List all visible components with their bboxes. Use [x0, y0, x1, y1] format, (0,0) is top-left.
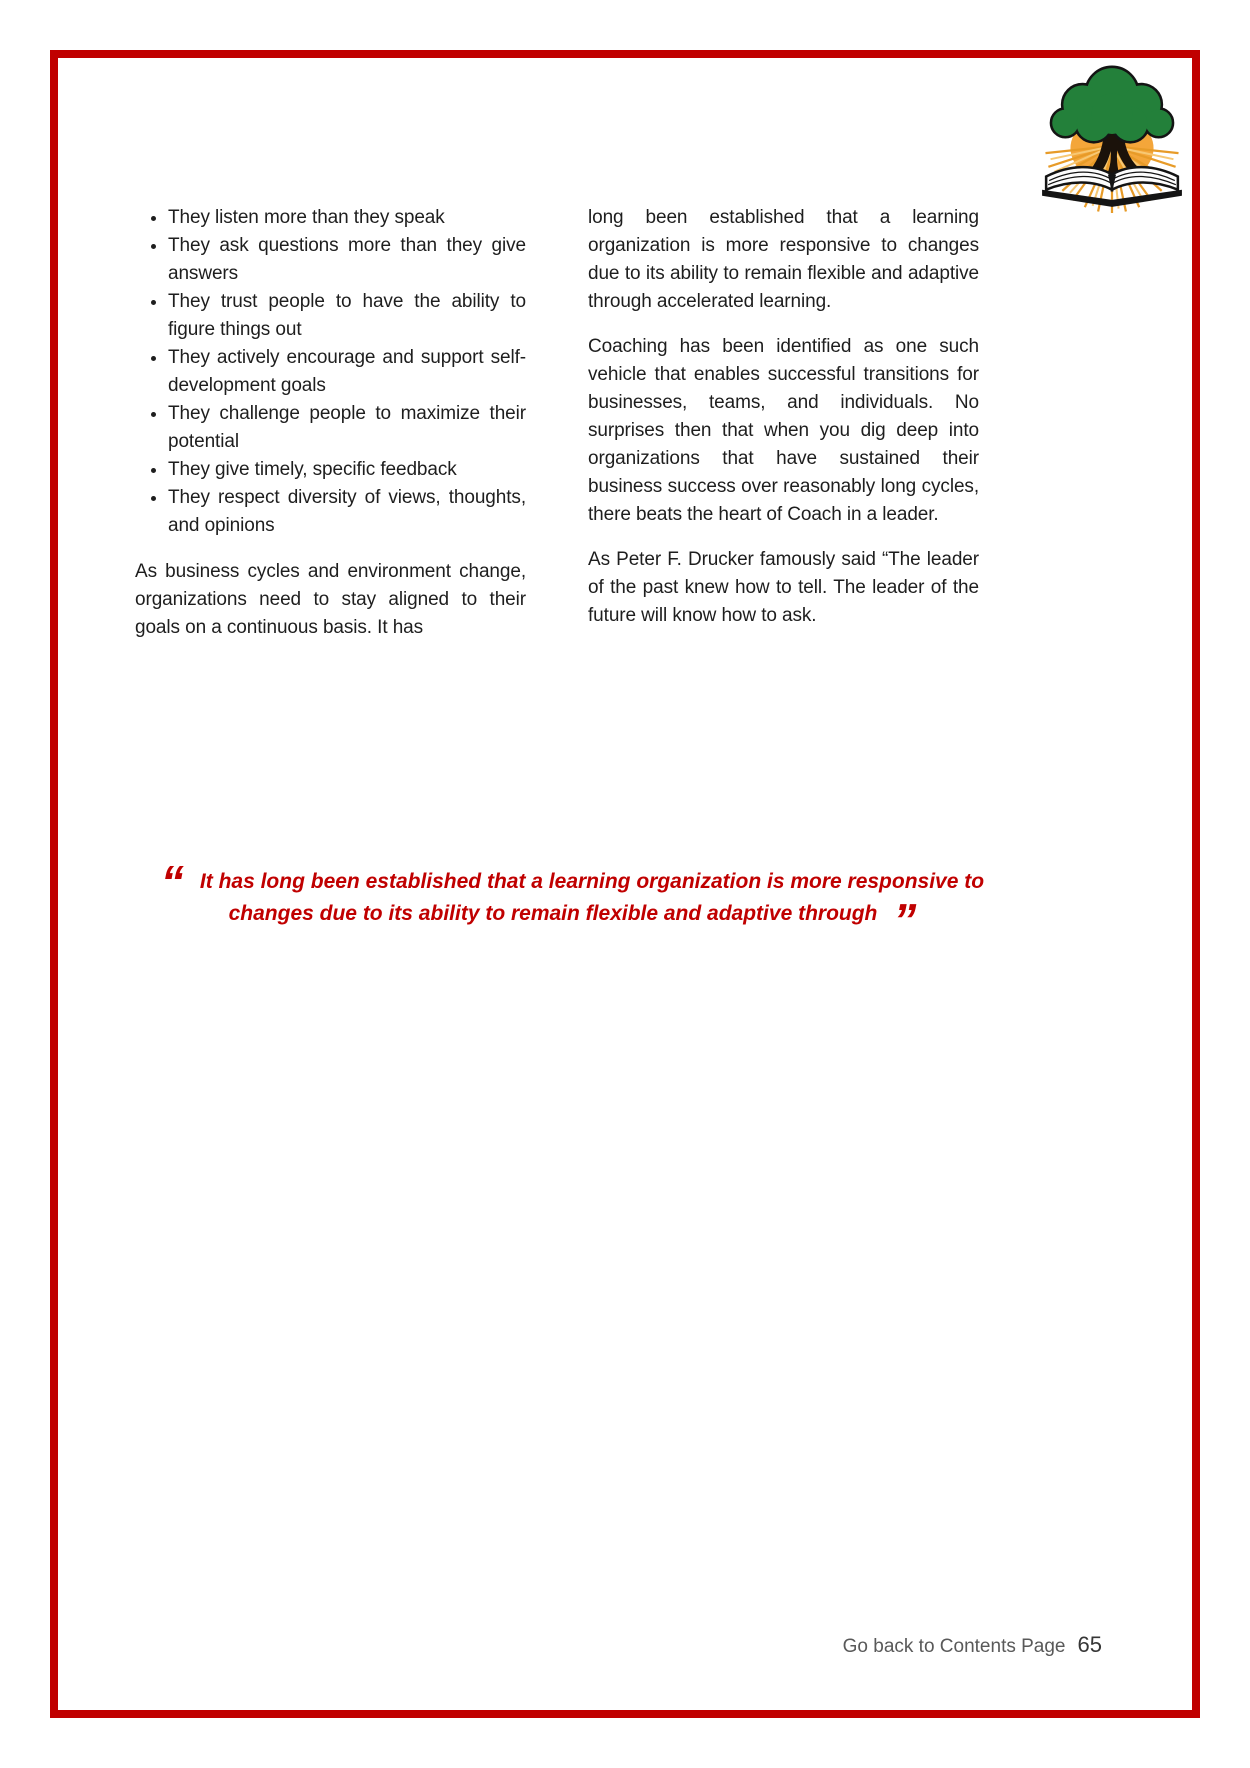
- bullet-item: • They challenge people to maximize their potential: [168, 400, 526, 456]
- open-quote-icon: “: [160, 856, 184, 908]
- right-column-paragraph: long been established that a learning organization is more responsive to changes due to its ability to remain flexible and adaptive through accelerated learning.: [588, 207, 979, 312]
- bullet-item: • They listen more than they speak: [168, 204, 526, 232]
- leadership-bullet-list: [135, 204, 526, 540]
- tree-book-logo: [1036, 60, 1188, 214]
- right-column: [588, 204, 979, 642]
- bullet-item: • They actively encourage and support self-development goals: [168, 344, 526, 400]
- bullet-item: • They give timely, specific feedback: [168, 456, 526, 484]
- bullet-item: • They ask questions more than they give answers: [168, 232, 526, 288]
- body-columns: [135, 204, 980, 642]
- left-column-paragraph: As business cycles and environment change, organizations need to stay aligned to their goals on a continuous basis. It has: [135, 561, 526, 638]
- contents-page-link[interactable]: Go back to Contents Page: [842, 1636, 1066, 1657]
- page-number: 65: [1077, 1632, 1102, 1657]
- pull-quote-text: It has long been established that a learning organization is more responsive to changes due to its ability to remain flexible and adaptive through: [199, 870, 985, 925]
- close-quote-icon: ”: [893, 894, 917, 946]
- bullet-item: • They trust people to have the ability to figure things out: [168, 288, 526, 344]
- pull-quote: [150, 856, 995, 946]
- left-column: [135, 204, 526, 642]
- bullet-item: • They respect diversity of views, thoughts, and opinions: [168, 484, 526, 540]
- page-footer: [843, 1632, 1102, 1658]
- tree-book-logo-icon: [1036, 60, 1188, 214]
- right-column-paragraph: Coaching has been identified as one such vehicle that enables successful transitions for businesses, teams, and individuals. No surprises then that when you dig deep into organizations that have sustained their business success over reasonably long cycles, there beats the heart of Coach in a leader.: [588, 336, 979, 525]
- right-column-paragraph: As Peter F. Drucker famously said “The leader of the past knew how to tell. The leader of the future will know how to ask.: [588, 549, 979, 626]
